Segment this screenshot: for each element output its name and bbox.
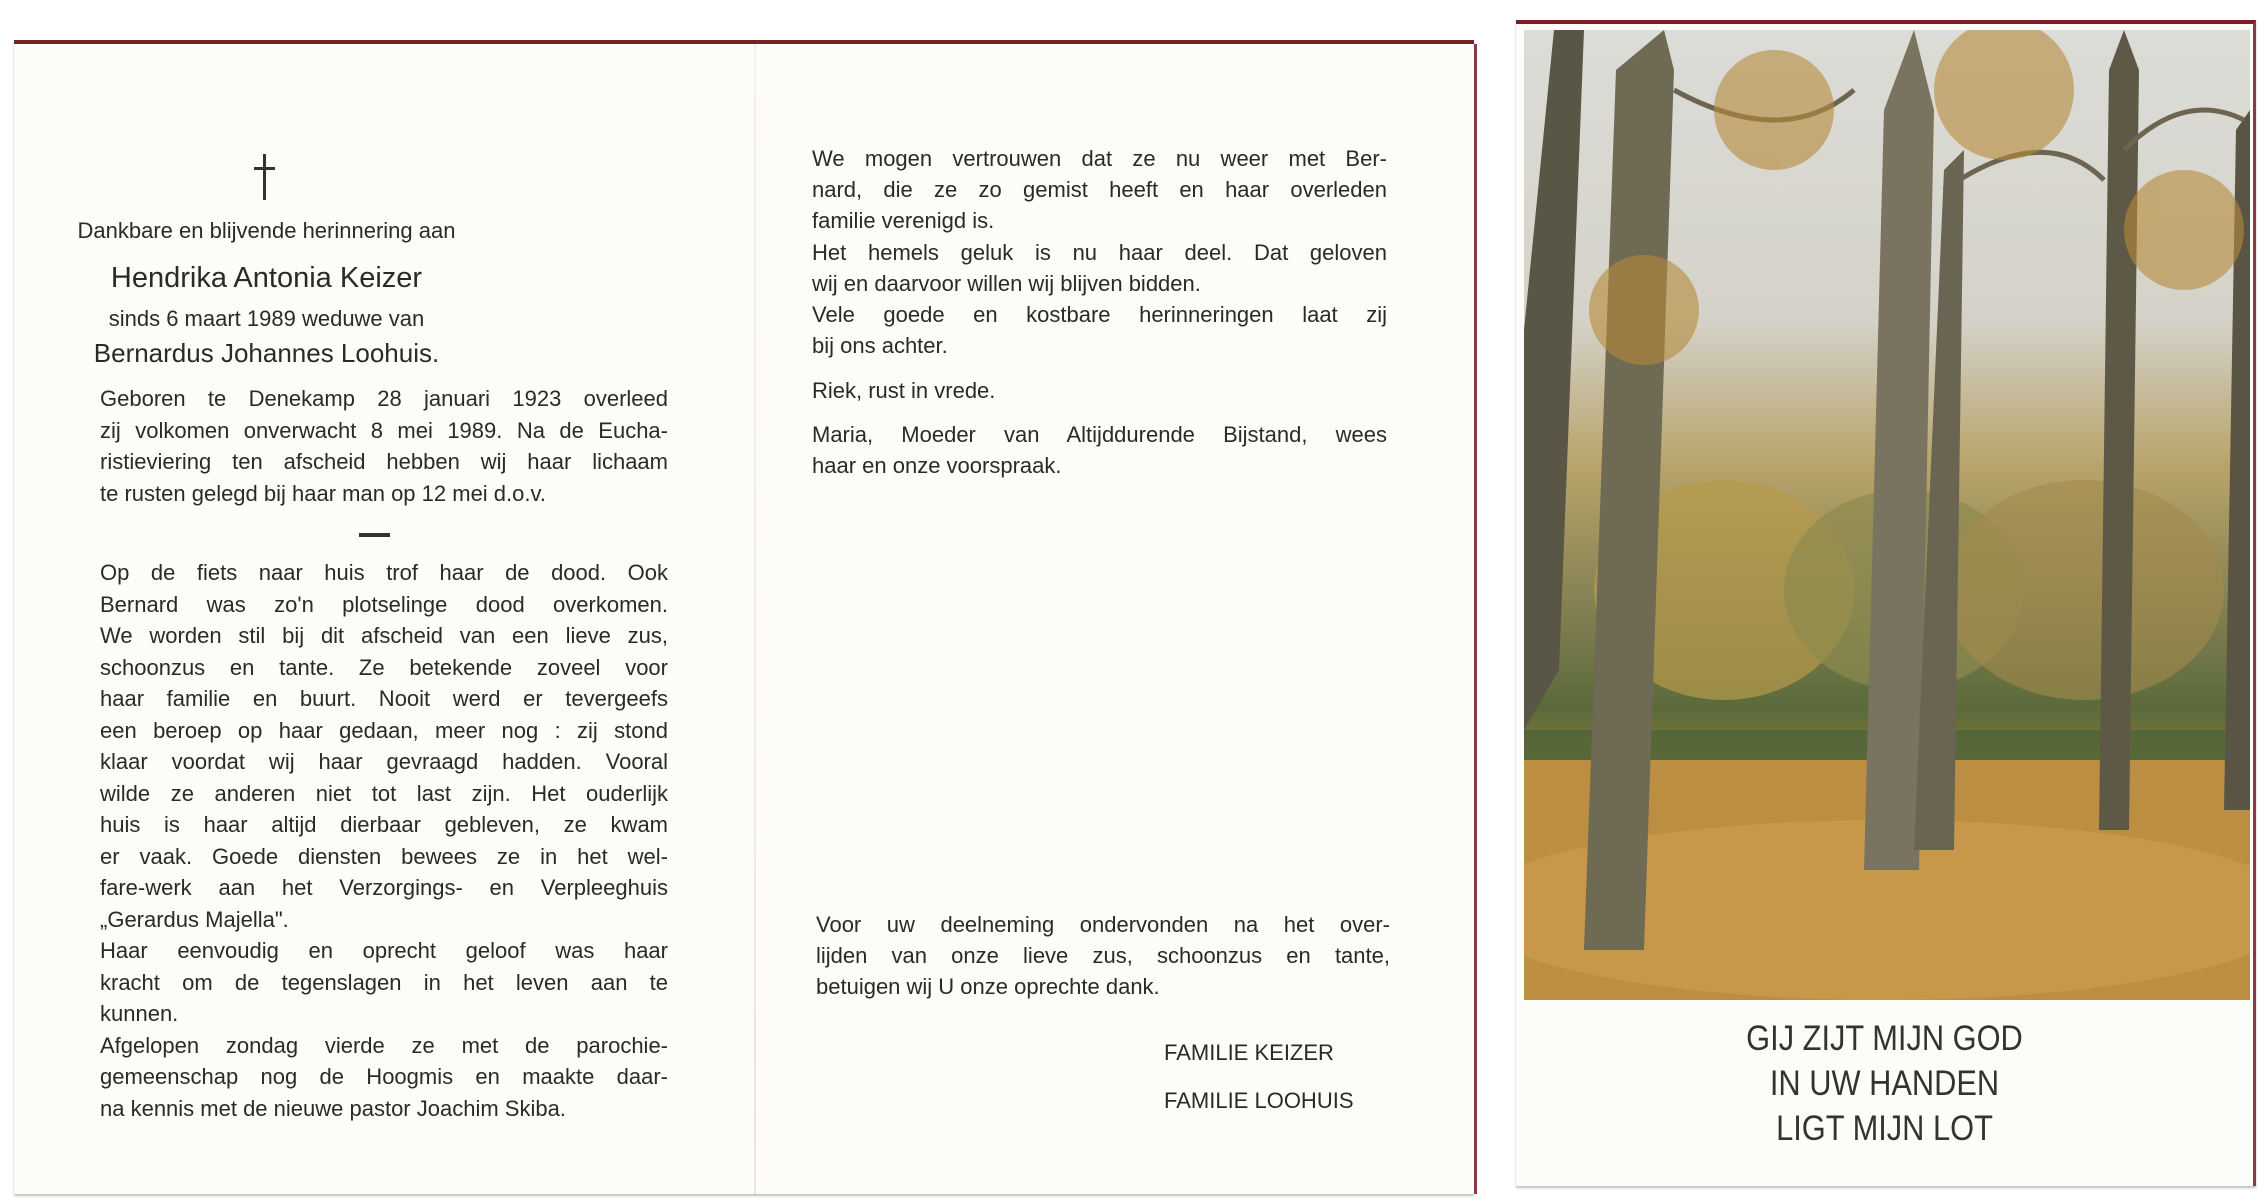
text-line: gemeenschap nog de Hoogmis en maakte daar-	[100, 1064, 668, 1089]
text-line: Vele goede en kostbare herinneringen laat zij	[812, 302, 1387, 327]
text-line: lijden van onze lieve zus, schoonzus en tante,	[816, 943, 1390, 968]
card-fold	[754, 44, 756, 1194]
text-line: Bernard was zo'n plotselinge dood overkomen.	[100, 591, 668, 617]
text-line: Riek, rust in vrede.	[812, 378, 996, 404]
text-line: klaar voordat wij haar gevraagd hadden. Vooral	[100, 749, 668, 774]
widow-line: sinds 6 maart 1989 weduwe van	[108, 306, 425, 331]
text-line: Het hemels geluk is nu haar deel. Dat geloven	[812, 239, 1387, 265]
text-line: betuigen wij U onze oprechte dank.	[816, 974, 1160, 999]
intro-text: Dankbare en blijvende herinnering aan	[77, 218, 456, 243]
memorial-card-inside	[14, 40, 1474, 1194]
text-line: Afgelopen zondag vierde ze met de parochie-	[100, 1032, 668, 1058]
deceased-name: Hendrika Antonia Keizer	[110, 262, 423, 294]
text-line: te rusten gelegd bij haar man op 12 mei d.o.v.	[100, 480, 546, 506]
signature-loohuis: FAMILIE LOOHUIS	[1164, 1088, 1354, 1113]
text-line: wij en daarvoor willen wij blijven bidden.	[812, 270, 1201, 296]
signature-keizer: FAMILIE KEIZER	[1164, 1040, 1334, 1065]
memorial-card-front	[1516, 20, 2256, 1186]
text-line: We worden stil bij dit afscheid van een lieve zus,	[100, 623, 668, 648]
cross-icon	[252, 154, 278, 200]
text-line: Maria, Moeder van Altijddurende Bijstand, wees	[812, 421, 1387, 447]
caption-line-1: GIJ ZIJT MIJN GOD	[1746, 1019, 2023, 1058]
spouse-name: Bernardus Johannes Loohuis.	[93, 338, 440, 368]
card-edge	[1474, 44, 1477, 1194]
forest-illustration	[1524, 30, 2250, 1000]
text-line: Voor uw deelneming ondervonden na het over-	[816, 912, 1390, 937]
text-line: een beroep op haar gedaan, meer nog : zij stond	[100, 717, 668, 743]
text-line: ristieviering ten afscheid hebben wij haar lichaam	[100, 449, 668, 474]
text-line: fare-werk aan het Verzorgings- en Verpleeghuis	[100, 875, 668, 900]
text-line: kracht om de tegenslagen in het leven aan te	[100, 969, 668, 995]
text-line: wilde ze anderen niet tot last zijn. Het ouderlijk	[100, 780, 668, 806]
text-line: schoonzus en tante. Ze betekende zoveel voor	[100, 654, 668, 680]
text-line: Op de fiets naar huis trof haar de dood. Ook	[100, 560, 668, 585]
text-line: haar familie en buurt. Nooit werd er tevergeefs	[100, 686, 668, 711]
text-line: familie verenigd is.	[812, 208, 995, 234]
text-line: huis is haar altijd dierbaar gebleven, ze kwam	[100, 812, 668, 837]
text-line: zij volkomen onverwacht 8 mei 1989. Na de Eucha-	[100, 417, 668, 443]
text-line: „Gerardus Majella".	[100, 906, 289, 932]
text-line: We mogen vertrouwen dat ze nu weer met Ber-	[812, 146, 1387, 171]
caption-line-3: LIGT MIJN LOT	[1776, 1109, 1993, 1148]
text-line: nard, die ze zo gemist heeft en haar overleden	[812, 177, 1387, 203]
caption-line-2: IN UW HANDEN	[1769, 1064, 2000, 1103]
text-line: haar en onze voorspraak.	[812, 452, 1062, 478]
text-line: Geboren te Denekamp 28 januari 1923 overleed	[100, 386, 668, 411]
text-line: kunnen.	[100, 1001, 179, 1026]
autumn-trees-photo	[1524, 30, 2250, 1000]
separator-dash	[359, 533, 390, 537]
text-line: er vaak. Goede diensten bewees ze in het wel-	[100, 843, 668, 869]
text-line: Haar eenvoudig en oprecht geloof was haar	[100, 938, 668, 963]
text-line: na kennis met de nieuwe pastor Joachim Skiba.	[100, 1095, 566, 1121]
text-line: bij ons achter.	[812, 333, 948, 359]
